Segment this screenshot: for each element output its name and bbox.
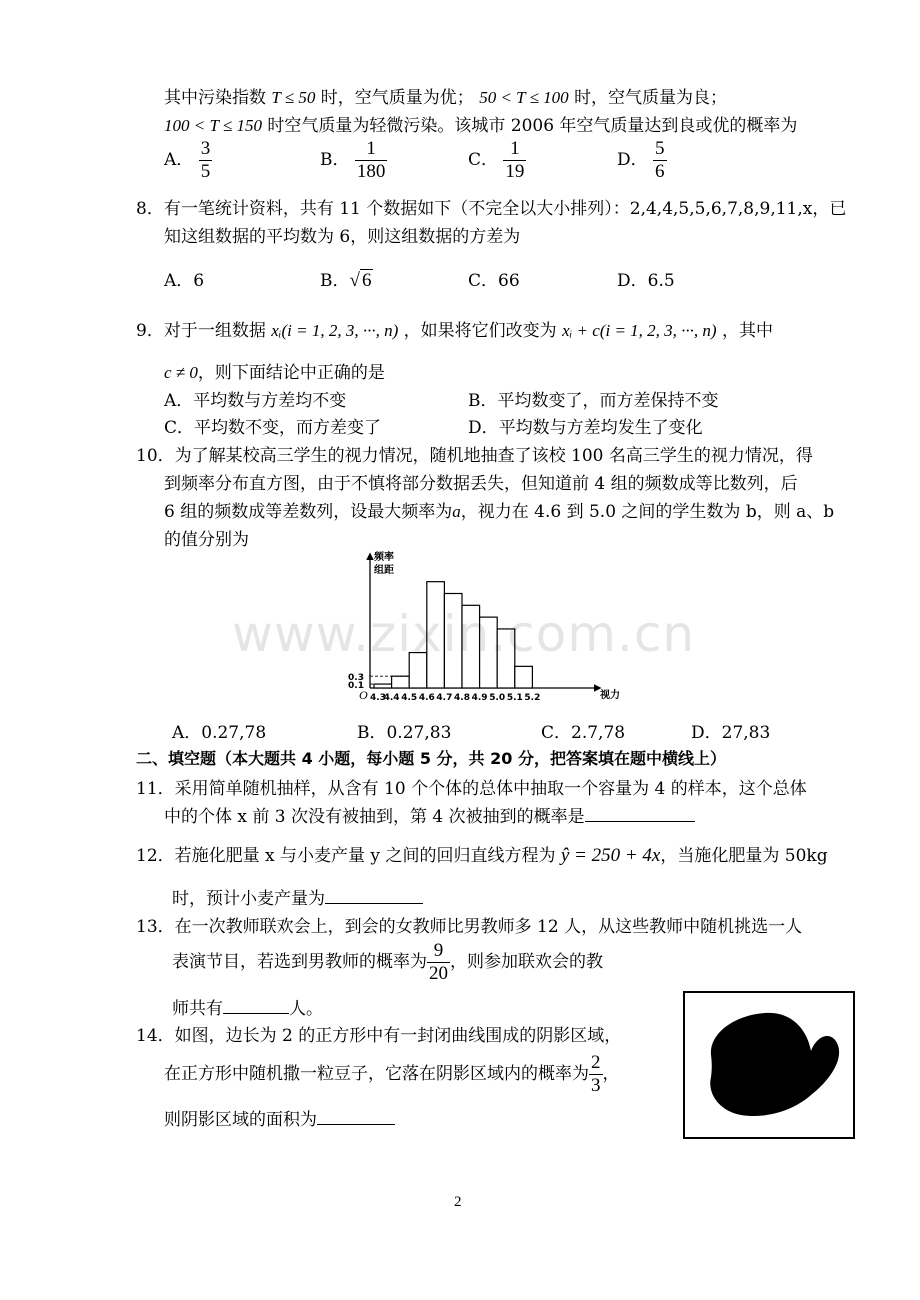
x-tick-label: 4.9 [471, 693, 488, 703]
q14-text-a: 在正方形中随机撒一粒豆子，它落在阴影区域内的概率为 [164, 1064, 589, 1084]
q9-option-a: A．平均数与方差均不变 [164, 391, 347, 411]
q14-answer-blank[interactable] [317, 1106, 395, 1125]
option-letter: B． [320, 271, 350, 291]
x-tick-label: 4.4 [383, 693, 400, 703]
q12-text-a: 12．若施化肥量 x 与小麦产量 y 之间的回归直线方程为 [136, 846, 556, 866]
q9-text-b: ，如果将它们改变为 [403, 321, 557, 341]
option-letter: D． [617, 150, 648, 170]
q10-line2: 到频率分布直方图，由于不慎将部分数据丢失，但知道前 4 组的频数成等比数列，后 [164, 474, 798, 494]
q10-option-a: A．0.27,78 [172, 723, 267, 743]
origin-label: O [359, 688, 368, 702]
q13-text-c: 师共有 [172, 999, 223, 1019]
q9-condition: c ≠ 0 [164, 363, 198, 382]
x-tick-label: 4.3 [370, 693, 386, 703]
numerator: 1 [355, 138, 388, 161]
q8-option-c: C．66 [468, 271, 520, 291]
q9-expr2: xᵢ + c(i = 1, 2, 3, ···, n) [562, 321, 717, 340]
q14-line2 [164, 1052, 620, 1097]
x-tick-label: 4.5 [401, 693, 418, 703]
q12-text-b: ，当施化肥量为 50kg [660, 846, 828, 866]
sqrt-sign: √ [349, 270, 360, 291]
sqrt-radicand: 6 [361, 270, 372, 291]
x-tick-label: 4.6 [418, 693, 435, 703]
fraction [503, 138, 526, 183]
denominator: 5 [200, 161, 211, 182]
q13-line2 [172, 940, 603, 985]
q12-answer-blank[interactable] [325, 885, 423, 904]
q8-option-b [320, 266, 373, 292]
q7-text-a: 其中污染指数 [164, 88, 266, 108]
q10-line3 [164, 497, 834, 522]
numerator: 5 [655, 138, 665, 159]
q9-option-d: D．平均数与方差均发生了变化 [468, 418, 703, 438]
numerator: 9 [427, 940, 450, 963]
q9-option-c: C．平均数不变，而方差变了 [164, 418, 382, 438]
q14-text-b: ， [602, 1064, 620, 1084]
section-2-title: 二、填空题（本大题共 4 小题，每小题 5 分，共 20 分，把答案填在题中横线上） [136, 749, 726, 768]
denominator: 6 [655, 161, 665, 182]
q11-text: 中的个体 x 前 3 次没有被抽到，第 4 次被抽到的概率是 [164, 807, 585, 827]
q9-line1 [136, 316, 773, 341]
q12-line2 [172, 884, 423, 909]
q13-text-d: 人。 [289, 999, 323, 1019]
q13-line1: 13．在一次教师联欢会上，到会的女教师比男教师多 12 人，从这些教师中随机挑选一人 [136, 917, 803, 937]
q7-option-d [617, 138, 667, 183]
q9-text-d: ，则下面结论中正确的是 [197, 363, 385, 383]
q8-option-d: D．6.5 [617, 271, 675, 291]
histogram-bar [392, 676, 410, 688]
regression-equation: ŷ = 250 + 4x [560, 845, 661, 866]
q9-line2 [164, 358, 385, 383]
histogram-bar [515, 666, 533, 688]
denominator: 20 [429, 963, 448, 984]
y-axis-label-top: 频率 [374, 552, 394, 563]
q9-option-b: B．平均数变了，而方差保持不变 [468, 391, 719, 411]
q10-option-b: B．0.27,83 [357, 723, 452, 743]
q13-answer-blank[interactable] [223, 995, 289, 1014]
q12-text-c: 时，预计小麦产量为 [172, 889, 325, 909]
q9-text-c: ，其中 [722, 321, 773, 341]
q10-line4: 的值分别为 [164, 530, 249, 550]
q7-option-a [164, 138, 212, 183]
x-tick-label: 4.7 [436, 693, 453, 703]
square-with-shaded-region [683, 991, 855, 1139]
denominator: 19 [505, 161, 525, 182]
q10-var-a: a [452, 502, 461, 521]
watermark: www.zixin.com.cn [232, 605, 696, 663]
q7-ineq2: 50 < T ≤ 100 [479, 88, 569, 107]
q13-line3 [172, 994, 323, 1019]
fraction [589, 1052, 603, 1097]
numerator: 2 [591, 1052, 601, 1073]
q10-option-c: C．2.7,78 [541, 723, 626, 743]
q11-line1: 11．采用简单随机抽样，从含有 10 个个体的总体中抽取一个容量为 4 的样本，这个总体 [136, 779, 807, 799]
q14-line3 [164, 1105, 395, 1130]
q10-text-b: ，视力在 4.6 到 5.0 之间的学生数为 b，则 a、b [460, 502, 835, 522]
q11-line2 [164, 802, 695, 827]
q7-option-b [320, 138, 387, 183]
q12-line1 [136, 841, 828, 867]
numerator: 3 [200, 138, 211, 159]
numerator: 1 [503, 138, 526, 161]
q8-line1: 8．有一笔统计资料，共有 11 个数据如下（不完全以大小排列）：2,4,4,5,5,6,7,8,9,11,x，已 [136, 199, 847, 219]
denominator: 180 [356, 161, 386, 182]
q7-ineq3: 100 < T ≤ 150 [164, 116, 262, 135]
q10-text-a: 6 组的频数成等差数列，设最大频率为 [164, 502, 453, 522]
fraction [653, 138, 667, 183]
q7-line1 [164, 83, 727, 108]
q8-option-a: A．6 [164, 271, 205, 291]
q7-text-d: 时空气质量为轻微污染。该城市 2006 年空气质量达到良或优的概率为 [267, 116, 798, 136]
fraction [355, 138, 388, 183]
x-tick-label: 5.1 [506, 693, 523, 703]
y-axis-label-bottom: 组距 [374, 565, 394, 576]
x-tick-label: 5.0 [489, 693, 506, 703]
denominator: 3 [591, 1075, 601, 1096]
y-tick-label: 0.3 [348, 673, 364, 684]
x-tick-label: 5.2 [524, 693, 541, 703]
x-axis-label: 视力 [600, 690, 620, 701]
y-tick-label: 0.1 [348, 681, 364, 692]
q13-text-b: ，则参加联欢会的教 [450, 952, 603, 972]
q10-option-d: D．27,83 [691, 723, 771, 743]
q7-line2 [164, 111, 797, 136]
q14-line1: 14．如图，边长为 2 的正方形中有一封闭曲线围成的阴影区域， [136, 1026, 622, 1046]
histogram-bar [374, 684, 392, 688]
q9-expr1: xᵢ(i = 1, 2, 3, ···, n) [271, 321, 399, 340]
q9-text-a: 9．对于一组数据 [136, 321, 266, 341]
q7-option-c [468, 138, 526, 183]
q7-ineq1: T ≤ 50 [271, 88, 316, 107]
x-tick-label: 4.8 [454, 693, 470, 703]
q8-line2: 知这组数据的平均数为 6，则这组数据的方差为 [164, 227, 521, 247]
q13-text-a: 表演节目，若选到男教师的概率为 [172, 952, 427, 972]
option-letter: C． [468, 150, 499, 170]
q14-text-c: 则阴影区域的面积为 [164, 1110, 317, 1130]
q11-answer-blank[interactable] [585, 803, 695, 822]
q7-text-c: 时，空气质量为良； [574, 88, 728, 108]
option-letter: B． [320, 150, 350, 170]
q7-text-b: 时，空气质量为优； [320, 88, 474, 108]
q10-line1: 10．为了解某校高三学生的视力情况，随机地抽查了该校 100 名高三学生的视力情况，得 [136, 446, 813, 466]
fraction [427, 940, 450, 985]
fraction [199, 138, 213, 183]
page-number: 2 [454, 1194, 462, 1210]
option-letter: A． [164, 150, 194, 170]
